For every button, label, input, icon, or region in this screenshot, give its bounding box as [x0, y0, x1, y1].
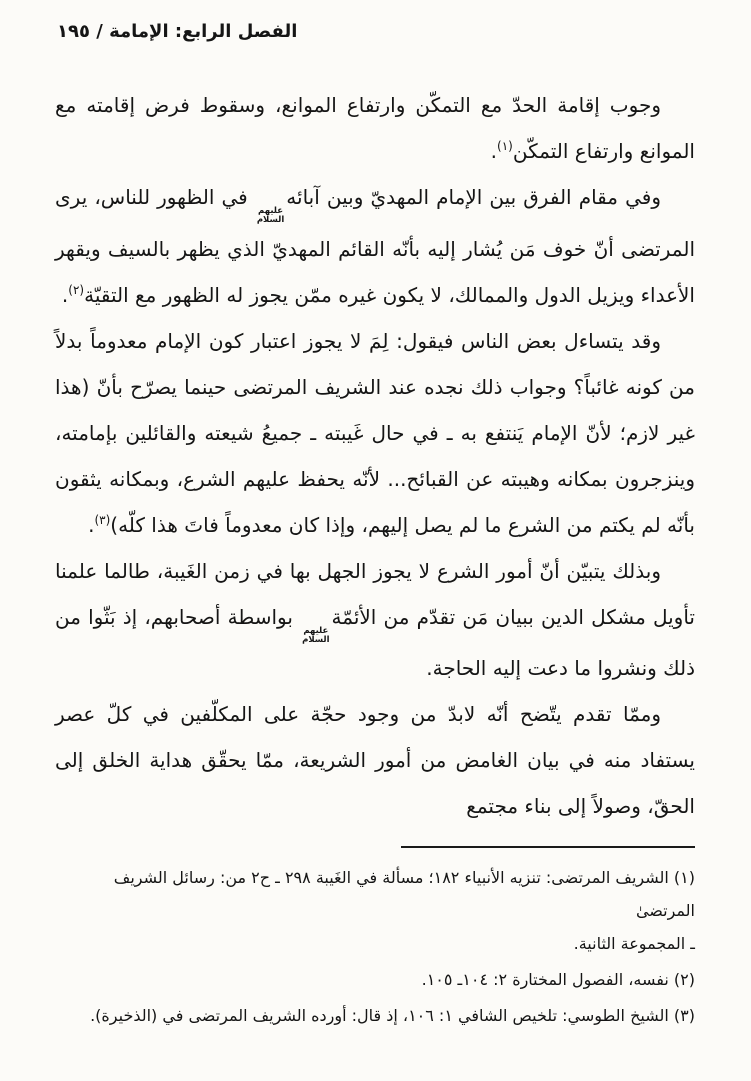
paragraph	[55, 82, 695, 174]
paragraph	[55, 318, 695, 548]
text-run: وممّا تقدم يتّضح أنّه لابدّ من وجود حجّة على المكلّفين في كلّ عصر يستفاد منه في بيان الغامض من أمور الشريعة، ممّا يحقّق هداية الخلق إلى الحقّ، وصولاً إلى بناء مجتمع	[55, 702, 695, 819]
paragraph	[55, 548, 695, 692]
alayhim-salam-symbol: عليهم السلام	[302, 625, 330, 646]
text-run: في الظهور للناس، يرى المرتضى أنّ خوف مَن يُشار إليه بأنّه القائم المهديّ الذي يظهر بالسيف ويقهر الأعداء ويزيل الدول والممالك، لا يكون غيره ممّن يجوز له الظهور مع التقيّة	[55, 185, 695, 307]
footnotes-section	[56, 846, 695, 1035]
footnote-marker: (٣)	[94, 512, 111, 527]
text-run: وجوب إقامة الحدّ مع التمكّن وارتفاع الموانع، وسقوط فرض إقامته مع الموانع وارتفاع التمكّن	[55, 93, 695, 163]
footnote-divider	[401, 846, 695, 848]
footnote	[56, 999, 695, 1032]
page-body	[55, 82, 695, 829]
text-run: وفي مقام الفرق بين الإمام المهديّ وبين آبائه	[286, 185, 661, 209]
footnote-line: ـ المجموعة الثانية.	[573, 934, 695, 953]
text-run: وبذلك يتبيّن أنّ أمور الشرع لا يجوز الجهل بها في زمن الغَيبة، طالما علمنا تأويل مشكل الدين ببيان مَن تقدّم من الأئمّة	[55, 558, 695, 629]
footnote-line: (٢) نفسه، الفصول المختارة ٢: ١٠٤ـ ١٠٥.	[421, 970, 695, 989]
text-run: وقد يتساءل بعض الناس فيقول: لِمَ لا يجوز اعتبار كون الإمام معدوماً بدلاً من كونه غائباً؟ وجواب ذلك نجده عند الشريف المرتضى حينما يصرّح بأنّ (هذا غير لازم؛ لأنّ الإمام يَنتفع به ـ في حال غَيبته ـ جميعُ شيعته والقائلين بإمامته، وينزجرون بمكانه وهيبته عن القبائح... لأنّه يحفظ عليهم الشرع، وبمكانه يثقون بأنّه لم يكتم من الشرع ما لم يصل إليهم، وإذا كان معدوماً فاتَ هذا كلّه)	[55, 328, 695, 537]
footnote-line: (١) الشريف المرتضى: تنزيه الأنبياء ١٨٢؛ مسألة في الغَيبة ٢٩٨ ـ ح٢ من: رسائل الشريف المرتضىٰ	[113, 868, 695, 920]
paragraph	[55, 691, 695, 829]
paragraph	[55, 174, 695, 318]
text-run: .	[88, 512, 95, 537]
footnote-marker: (٢)	[68, 282, 85, 297]
footnote-list	[56, 861, 695, 1032]
footnote-marker: (١)	[497, 139, 513, 153]
text-run: .	[61, 282, 69, 307]
page-header: الفصل الرابع: الإمامة / ١٩٥	[57, 21, 298, 42]
alayhim-salam-symbol: عليهم السلام	[256, 206, 285, 226]
footnote	[56, 861, 695, 960]
text-run: بواسطة أصحابهم، إذ بَثّوا من ذلك ونشروا ما دعت إليه الحاجة.	[55, 604, 695, 681]
footnote	[56, 963, 695, 996]
text-run: .	[490, 139, 498, 163]
footnote-line: (٣) الشيخ الطوسي: تلخيص الشافي ١: ١٠٦، إذ قال: أورده الشريف المرتضى في (الذخيرة).	[90, 1006, 695, 1025]
